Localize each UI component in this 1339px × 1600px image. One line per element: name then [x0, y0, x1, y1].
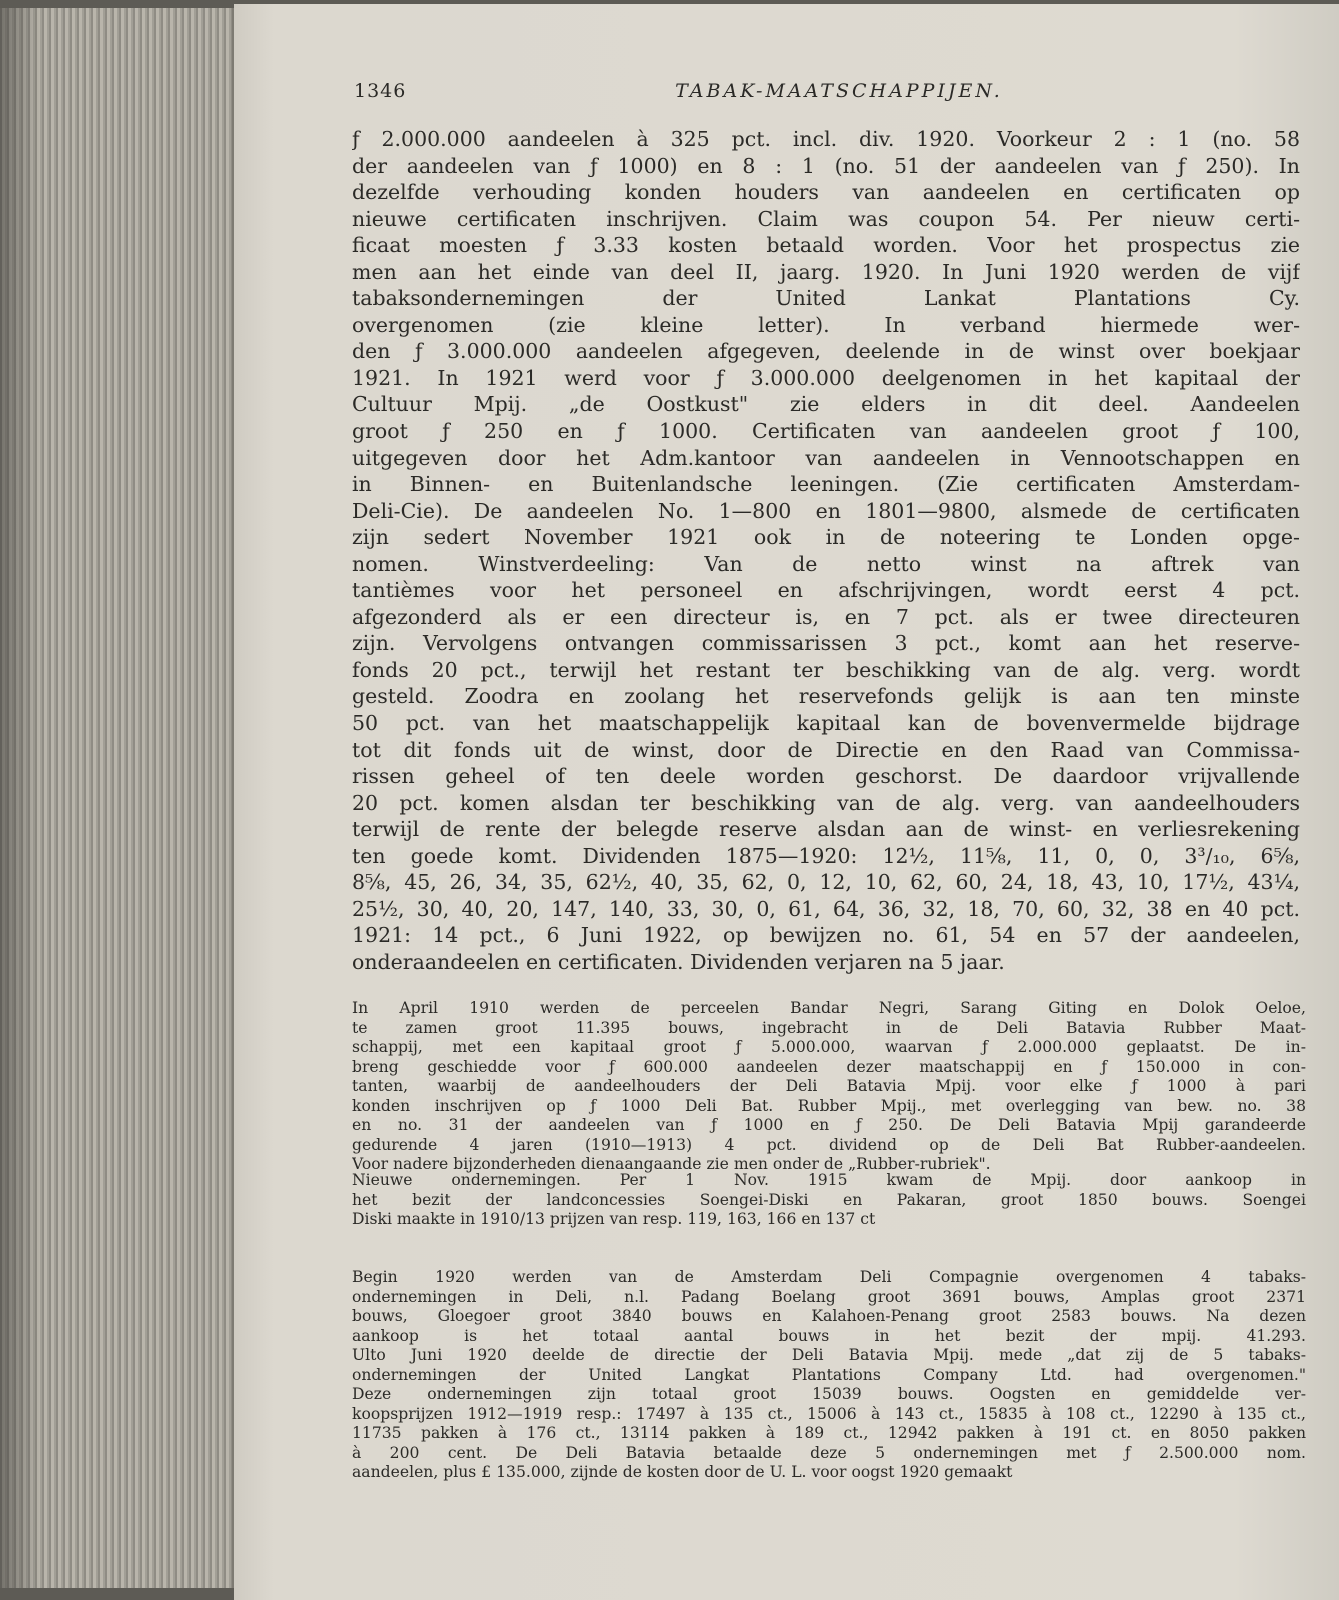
running-title: TABAK-MAATSCHAPPIJEN.: [675, 80, 1003, 102]
text-line: gedurende 4 jaren (1910—1913) 4 pct. dividend op de Deli Bat Rubber-aandeelen.: [352, 1135, 1306, 1154]
text-line: den ƒ 3.000.000 aandeelen afgegeven, deelende in de winst over boekjaar: [352, 339, 1300, 364]
text-line: schappij, met een kapitaal groot ƒ 5.000.000, waarvan ƒ 2.000.000 geplaatst. De in-: [352, 1038, 1306, 1057]
text-line: ten goede komt. Dividenden 1875—1920: 12½, 11⅝, 11, 0, 0, 3³/₁₀, 6⅝,: [352, 843, 1300, 868]
text-line: rissen geheel of ten deele worden geschorst. De daardoor vrijvallende: [352, 764, 1300, 789]
main-paragraph: [352, 126, 1300, 976]
note-new-enterprises: [352, 1171, 1306, 1230]
text-line: 20 pct. komen alsdan ter beschikking van de alg. verg. van aandeelhouders: [352, 790, 1300, 815]
text-line: In April 1910 werden de perceelen Bandar Negri, Sarang Giting en Dolok Oeloe,: [352, 999, 1306, 1017]
text-line: Deli-Cie). De aandeelen No. 1—800 en 1801—9800, alsmede de certificaten: [352, 498, 1300, 523]
text-line: zijn sedert November 1921 ook in de noteering te Londen opge-: [352, 525, 1300, 550]
text-line: in Binnen- en Buitenlandsche leeningen. (Zie certificaten Amsterdam-: [352, 472, 1300, 497]
text-line: men aan het einde van deel II, jaarg. 1920. In Juni 1920 werden de vijf: [352, 259, 1300, 284]
note-acquisitions: [352, 1268, 1306, 1483]
text-line: tantièmes voor het personeel en afschrijvingen, wordt eerst 4 pct.: [352, 578, 1300, 603]
text-line: Cultuur Mpij. „de Oostkust" zie elders in dit deel. Aandeelen: [352, 392, 1300, 417]
note-rubber-company: [352, 999, 1306, 1175]
text-line: terwijl de rente der belegde reserve alsdan aan de winst- en verliesrekening: [352, 817, 1300, 842]
text-line: bouws, Gloegoer groot 3840 bouws en Kalahoen-Penang groot 2583 bouws. Na dezen: [352, 1307, 1306, 1326]
text-line: tabaksondernemingen der United Lankat Plantations Cy.: [352, 286, 1300, 311]
text-line: ondernemingen der United Langkat Plantations Company Ltd. had overgenomen.": [352, 1365, 1306, 1384]
text-line: zijn. Vervolgens ontvangen commissarissen 3 pct., komt aan het reserve-: [352, 631, 1300, 656]
book-page: [234, 4, 1339, 1600]
text-line: uitgegeven door het Adm.kantoor van aandeelen in Vennootschappen en: [352, 445, 1300, 470]
text-line: Ulto Juni 1920 deelde de directie der Deli Batavia Mpij. mede „dat zij de 5 tabaks-: [352, 1346, 1306, 1365]
text-line: ƒ 2.000.000 aandeelen à 325 pct. incl. div. 1920. Voorkeur 2 : 1 (no. 58: [352, 127, 1300, 151]
text-line: fonds 20 pct., terwijl het restant ter beschikking van de alg. verg. wordt: [352, 657, 1300, 682]
text-line: dezelfde verhouding konden houders van aandeelen en certificaten op: [352, 180, 1300, 205]
page-edges: [0, 8, 235, 1588]
text-line: gesteld. Zoodra en zoolang het reservefonds gelijk is aan ten minste: [352, 684, 1300, 709]
text-line: ficaat moesten ƒ 3.33 kosten betaald worden. Voor het prospectus zie: [352, 233, 1300, 258]
text-line: 25½, 30, 40, 20, 147, 140, 33, 30, 0, 61, 64, 36, 32, 18, 70, 60, 32, 38 en 40 pct.: [352, 896, 1300, 921]
text-line: Diski maakte in 1910/13 prijzen van resp. 119, 163, 166 en 137 ct: [352, 1210, 876, 1229]
text-line: overgenomen (zie kleine letter). In verband hiermede wer-: [352, 312, 1300, 337]
text-line: 50 pct. van het maatschappelijk kapitaal kan de bovenvermelde bijdrage: [352, 711, 1300, 736]
text-line: 8⅝, 45, 26, 34, 35, 62½, 40, 35, 62, 0, 12, 10, 62, 60, 24, 18, 43, 10, 17½, 43¼,: [352, 870, 1300, 895]
text-line: Voor nadere bijzonderheden dienaangaande zie men onder de „Rubber-rubriek".: [352, 1155, 991, 1174]
text-line: à 200 cent. De Deli Batavia betaalde deze 5 ondernemingen met ƒ 2.500.000 nom.: [352, 1443, 1306, 1462]
text-line: aankoop is het totaal aantal bouws in het bezit der mpij. 41.293.: [352, 1326, 1306, 1345]
text-line: nomen. Winstverdeeling: Van de netto winst na aftrek van: [352, 551, 1300, 576]
text-line: tot dit fonds uit de winst, door de Directie en den Raad van Commissa-: [352, 737, 1300, 762]
text-line: Deze ondernemingen zijn totaal groot 15039 bouws. Oogsten en gemiddelde ver-: [352, 1385, 1306, 1404]
text-line: het bezit der landconcessies Soengei-Diski en Pakaran, groot 1850 bouws. Soengei: [352, 1190, 1306, 1209]
text-line: konden inschrijven op ƒ 1000 Deli Bat. Rubber Mpij., met overlegging van bew. no. 38: [352, 1096, 1306, 1115]
page-number: 1346: [354, 80, 407, 102]
text-line: en no. 31 der aandeelen van ƒ 1000 en ƒ 250. De Deli Batavia Mpij garandeerde: [352, 1116, 1306, 1135]
text-line: nieuwe certificaten inschrijven. Claim was coupon 54. Per nieuw certi-: [352, 206, 1300, 231]
text-line: Begin 1920 werden van de Amsterdam Deli Compagnie overgenomen 4 tabaks-: [352, 1268, 1306, 1286]
text-line: afgezonderd als er een directeur is, en 7 pct. als er twee directeuren: [352, 604, 1300, 629]
text-line: der aandeelen van ƒ 1000) en 8 : 1 (no. 51 der aandeelen van ƒ 250). In: [352, 153, 1300, 178]
text-line: koopsprijzen 1912—1919 resp.: 17497 à 135 ct., 15006 à 143 ct., 15835 à 108 ct., 12290 à 135 ct.,: [352, 1404, 1306, 1423]
text-line: ondernemingen in Deli, n.l. Padang Boelang groot 3691 bouws, Amplas groot 2371: [352, 1287, 1306, 1306]
text-line: breng geschiedde voor ƒ 600.000 aandeelen dezer maatschappij en ƒ 150.000 in con-: [352, 1057, 1306, 1076]
text-line: tanten, waarbij de aandeelhouders der Deli Batavia Mpij. voor elke ƒ 1000 à pari: [352, 1077, 1306, 1096]
text-line: aandeelen, plus £ 135.000, zijnde de kosten door de U. L. voor oogst 1920 gemaakt: [352, 1463, 1013, 1482]
page-header: [354, 80, 1324, 110]
text-line: onderaandeelen en certificaten. Dividenden verjaren na 5 jaar.: [352, 949, 1005, 974]
text-line: 11735 pakken à 176 ct., 13114 pakken à 189 ct., 12942 pakken à 191 ct. en 8050 pakken: [352, 1424, 1306, 1443]
text-line: te zamen groot 11.395 bouws, ingebracht in de Deli Batavia Rubber Maat-: [352, 1018, 1306, 1037]
text-line: Nieuwe ondernemingen. Per 1 Nov. 1915 kwam de Mpij. door aankoop in: [352, 1171, 1306, 1189]
text-line: 1921: 14 pct., 6 Juni 1922, op bewijzen no. 61, 54 en 57 der aandeelen,: [352, 923, 1300, 948]
text-line: 1921. In 1921 werd voor ƒ 3.000.000 deelgenomen in het kapitaal der: [352, 365, 1300, 390]
text-line: groot ƒ 250 en ƒ 1000. Certificaten van aandeelen groot ƒ 100,: [352, 419, 1300, 444]
